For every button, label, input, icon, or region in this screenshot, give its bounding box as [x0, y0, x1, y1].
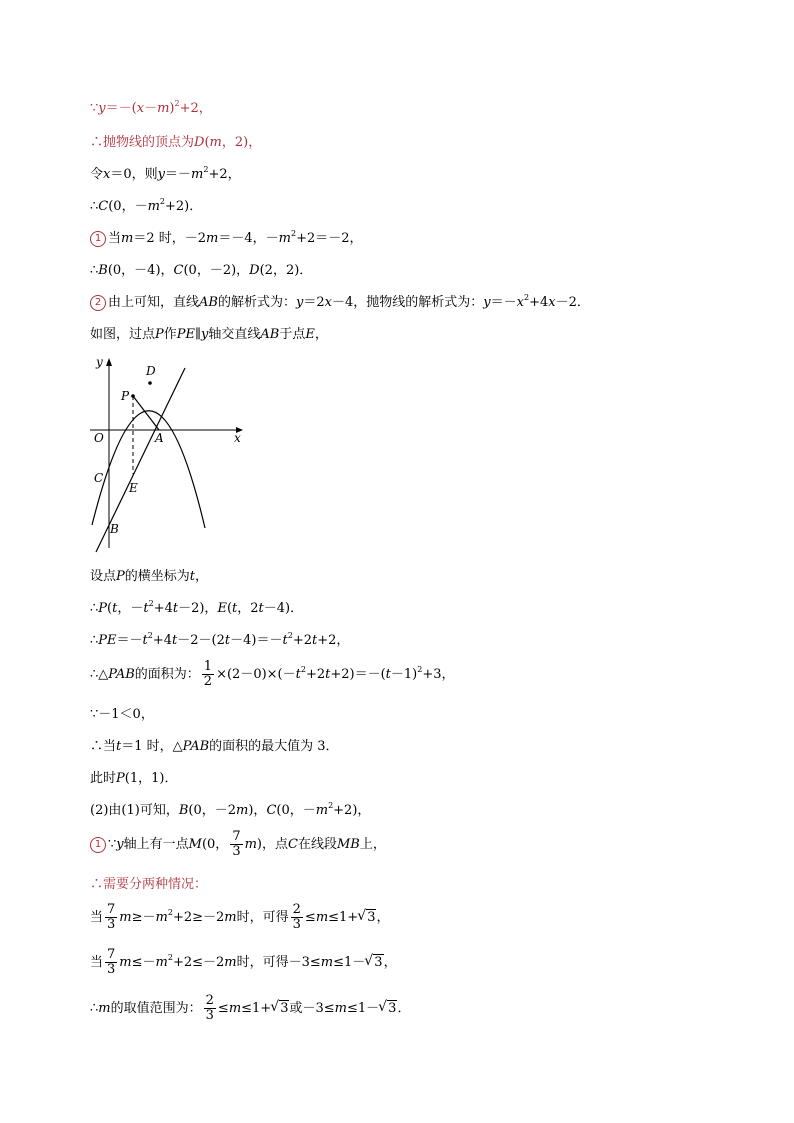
point-p: [131, 394, 135, 398]
fraction: $\frac{2}{3}$: [205, 993, 214, 1023]
fraction: $\frac{7}{3}$: [107, 902, 116, 932]
solution-line-2: ∴抛物线的顶点为D(m，2)，: [90, 135, 262, 150]
label-p: P: [121, 389, 130, 403]
square-root: √ 3: [379, 1000, 397, 1018]
fraction: $\frac{7}{3}$: [232, 829, 241, 859]
fraction: $\frac{2}{3}$: [292, 902, 301, 932]
circled-number: 1: [90, 837, 106, 853]
circled-number: 1: [90, 231, 106, 247]
label-o: O: [94, 431, 104, 445]
label-d: D: [146, 364, 156, 378]
solution-line-7: 2 由上可知，直线AB的解析式为：y＝2x－4，抛物线的解析式为：$y=-x^2+4x-2$．: [90, 294, 590, 312]
circled-number: 2: [90, 295, 106, 311]
solution-line-21: ∴m的取值范围为： $\frac{2}{3}$ ≤m≤1+√ 3或－3≤m≤1－√ 3．: [90, 994, 410, 1023]
square-root: √ 3: [365, 954, 383, 972]
solution-line-20: 当 $\frac{7}{3}$ $m\le-m^2+2\le-2m$时，可得－3≤m≤1－√ 3，: [90, 948, 397, 977]
solution-line-3: 令x＝0，则$y=-m^2+2$，: [90, 165, 241, 182]
solution-line-6: ∴B(0，－4)，C(0，－2)，D(2，2)．: [90, 263, 313, 278]
solution-line-15: 此时P(1，1)．: [90, 771, 178, 786]
fraction: $\frac{1}{2}$: [203, 659, 213, 689]
square-root: √ 3: [271, 1000, 289, 1018]
label-c: C: [94, 471, 104, 485]
label-a: A: [155, 431, 164, 445]
fraction: $\frac{7}{3}$: [107, 947, 116, 977]
label-b: B: [110, 522, 119, 536]
solution-line-16: (2)由(1)可知，B(0，－2m)，C(0，$-m^2+2$)，: [90, 801, 371, 818]
solution-line-17: 1 ∵y轴上有一点M(0， $\frac{7}{3}$ m)，点C在线段MB上，: [90, 830, 386, 859]
label-x: x: [234, 431, 241, 445]
solution-line-10: ∴P(t，$-t^2+4t-2$)，E(t，2t－4)．: [90, 599, 304, 616]
solution-line-18: ∴需要分两种情况：: [90, 877, 208, 892]
solution-line-12: ∴△PAB的面积为： $\frac{1}{2}$ $\times(2-0)\times(-t^2+2t+2)=-(t-1)^2+3$，: [90, 659, 455, 689]
parabola-figure: [88, 350, 258, 560]
vertex-point-d: [148, 381, 152, 385]
y-axis-arrow: [106, 358, 112, 366]
label-e: E: [129, 481, 138, 495]
solution-line-11: $\therefore PE=-t^2+4t-2-(2t-4)=-t^2+2t+2$，: [90, 631, 350, 648]
solution-line-14: ∴当t＝1 时，△PAB的面积的最大值为 3．: [90, 739, 339, 754]
solution-line-4: ∴C(0，$-m^2+2$)．: [90, 197, 203, 214]
segment-pa: [133, 396, 159, 430]
label-y: y: [96, 355, 103, 369]
solution-line-5: 1 当m＝2 时，－2m＝－4，$-m^2+2=-2$，: [90, 230, 363, 248]
solution-line-1: $\because y=-(x-m)^2+2$，: [90, 99, 212, 116]
solution-line-8: 如图，过点P作PE∥y轴交直线AB于点E，: [90, 327, 328, 342]
solution-line-13: ∵－1＜0，: [90, 707, 154, 722]
solution-line-19: 当 $\frac{7}{3}$ $m\ge-m^2+2\ge-2m$时，可得 $\frac{2}{3}$ ≤m≤1+√ 3，: [90, 903, 390, 932]
solution-line-9: 设点P的横坐标为t，: [90, 569, 209, 584]
square-root: √ 3: [358, 909, 376, 927]
